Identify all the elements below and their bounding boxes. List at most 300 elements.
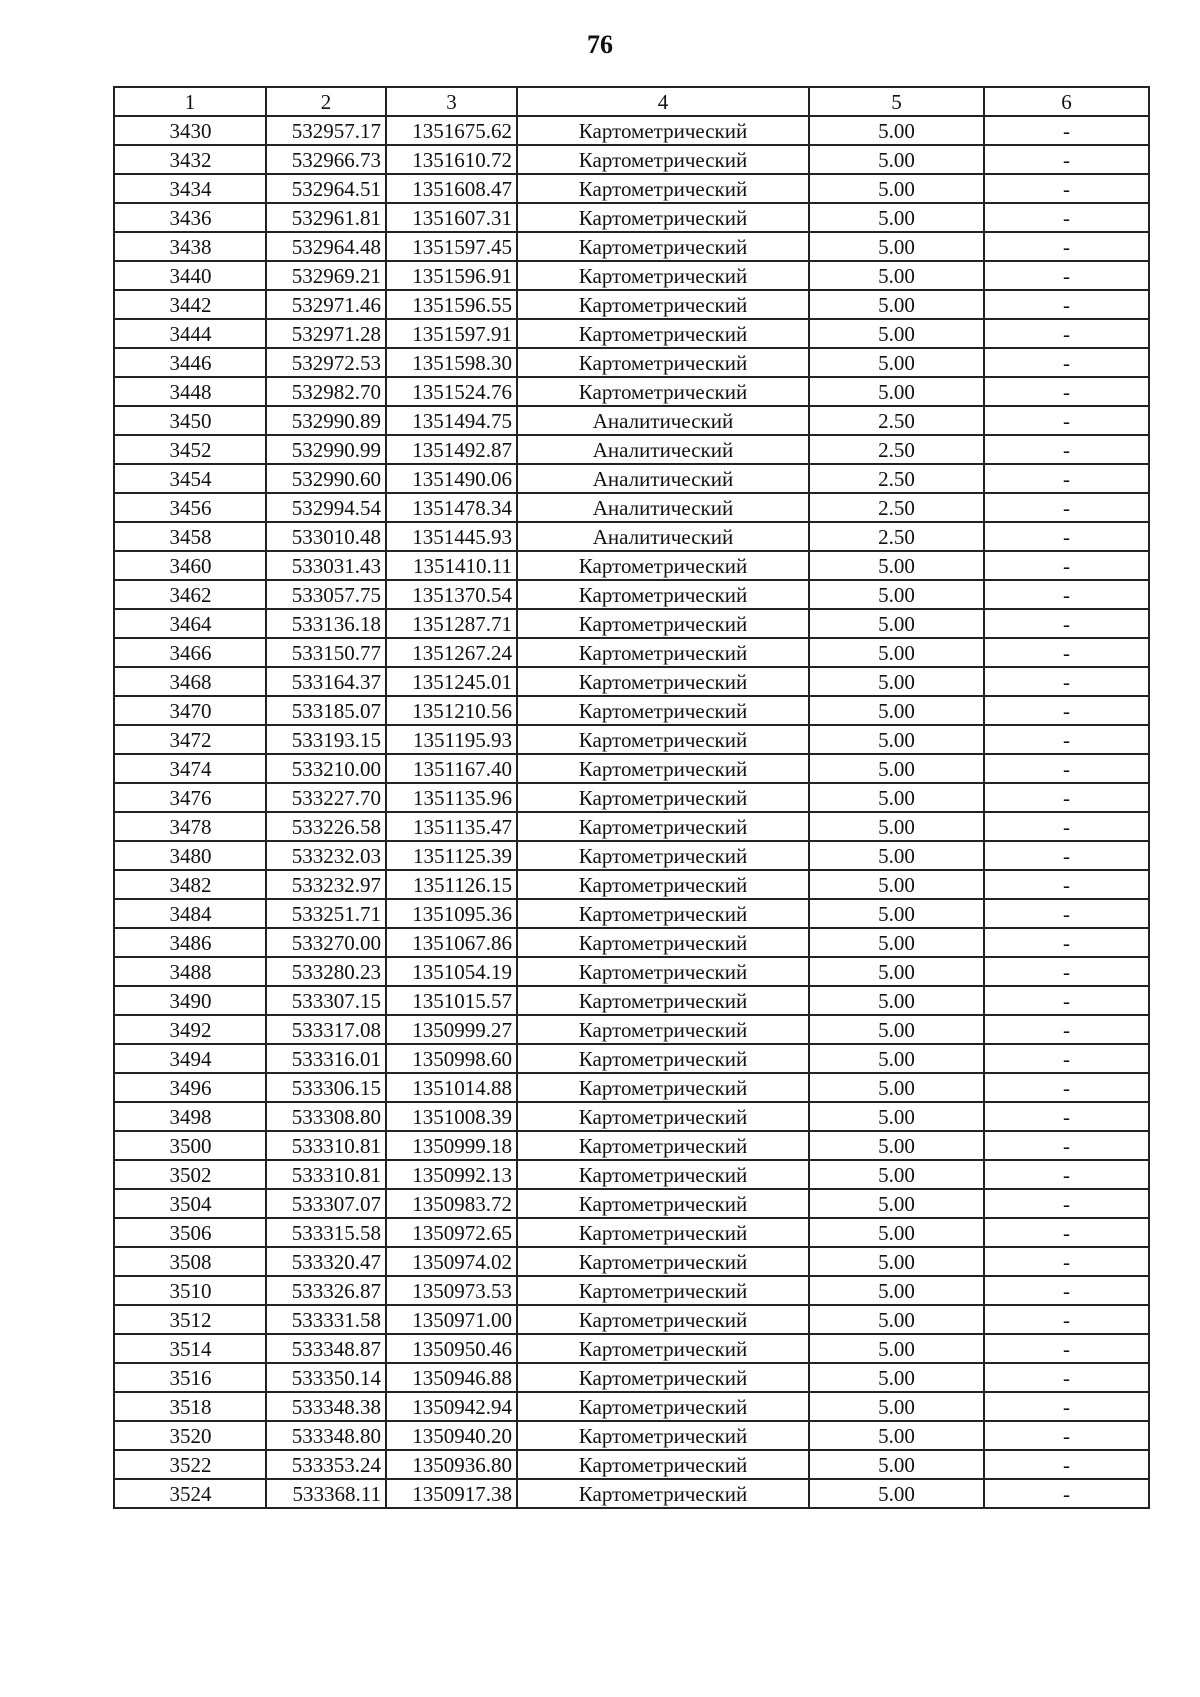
method-cell: Картометрический xyxy=(517,841,809,870)
y-coordinate-cell: 1351492.87 xyxy=(386,435,517,464)
x-coordinate-cell: 533307.15 xyxy=(266,986,386,1015)
point-number-cell: 3472 xyxy=(114,725,266,754)
y-coordinate-cell: 1351445.93 xyxy=(386,522,517,551)
y-coordinate-cell: 1351135.96 xyxy=(386,783,517,812)
point-number-cell: 3434 xyxy=(114,174,266,203)
accuracy-cell: 5.00 xyxy=(809,551,984,580)
y-coordinate-cell: 1351054.19 xyxy=(386,957,517,986)
table-row xyxy=(114,1479,1149,1508)
point-number-cell: 3478 xyxy=(114,812,266,841)
x-coordinate-cell: 532961.81 xyxy=(266,203,386,232)
note-cell: - xyxy=(984,1160,1149,1189)
x-coordinate-cell: 532971.28 xyxy=(266,319,386,348)
method-cell: Картометрический xyxy=(517,899,809,928)
x-coordinate-cell: 532969.21 xyxy=(266,261,386,290)
accuracy-cell: 5.00 xyxy=(809,377,984,406)
point-number-cell: 3484 xyxy=(114,899,266,928)
table-row xyxy=(114,638,1149,667)
y-coordinate-cell: 1351287.71 xyxy=(386,609,517,638)
y-coordinate-cell: 1351598.30 xyxy=(386,348,517,377)
note-cell: - xyxy=(984,551,1149,580)
x-coordinate-cell: 532964.51 xyxy=(266,174,386,203)
y-coordinate-cell: 1350917.38 xyxy=(386,1479,517,1508)
method-cell: Картометрический xyxy=(517,638,809,667)
y-coordinate-cell: 1351596.55 xyxy=(386,290,517,319)
accuracy-cell: 5.00 xyxy=(809,348,984,377)
x-coordinate-cell: 533350.14 xyxy=(266,1363,386,1392)
table-row xyxy=(114,319,1149,348)
y-coordinate-cell: 1350950.46 xyxy=(386,1334,517,1363)
table-row xyxy=(114,464,1149,493)
accuracy-cell: 5.00 xyxy=(809,1015,984,1044)
y-coordinate-cell: 1351596.91 xyxy=(386,261,517,290)
method-cell: Картометрический xyxy=(517,1363,809,1392)
y-coordinate-cell: 1351167.40 xyxy=(386,754,517,783)
point-number-cell: 3524 xyxy=(114,1479,266,1508)
accuracy-cell: 5.00 xyxy=(809,1276,984,1305)
table-row xyxy=(114,783,1149,812)
y-coordinate-cell: 1351067.86 xyxy=(386,928,517,957)
y-coordinate-cell: 1351597.45 xyxy=(386,232,517,261)
note-cell: - xyxy=(984,522,1149,551)
method-cell: Аналитический xyxy=(517,435,809,464)
table-row xyxy=(114,1073,1149,1102)
point-number-cell: 3446 xyxy=(114,348,266,377)
method-cell: Картометрический xyxy=(517,754,809,783)
column-header-5: 5 xyxy=(809,87,984,116)
note-cell: - xyxy=(984,261,1149,290)
method-cell: Картометрический xyxy=(517,203,809,232)
method-cell: Аналитический xyxy=(517,493,809,522)
y-coordinate-cell: 1351015.57 xyxy=(386,986,517,1015)
note-cell: - xyxy=(984,1479,1149,1508)
note-cell: - xyxy=(984,812,1149,841)
method-cell: Картометрический xyxy=(517,1189,809,1218)
method-cell: Аналитический xyxy=(517,464,809,493)
x-coordinate-cell: 533150.77 xyxy=(266,638,386,667)
x-coordinate-cell: 533310.81 xyxy=(266,1131,386,1160)
method-cell: Картометрический xyxy=(517,1218,809,1247)
accuracy-cell: 5.00 xyxy=(809,580,984,609)
table-row xyxy=(114,609,1149,638)
method-cell: Картометрический xyxy=(517,232,809,261)
table-body xyxy=(114,116,1149,1508)
method-cell: Картометрический xyxy=(517,1392,809,1421)
point-number-cell: 3496 xyxy=(114,1073,266,1102)
header-row xyxy=(114,87,1149,116)
note-cell: - xyxy=(984,783,1149,812)
note-cell: - xyxy=(984,1334,1149,1363)
note-cell: - xyxy=(984,1131,1149,1160)
x-coordinate-cell: 533136.18 xyxy=(266,609,386,638)
table-row xyxy=(114,696,1149,725)
y-coordinate-cell: 1351267.24 xyxy=(386,638,517,667)
accuracy-cell: 5.00 xyxy=(809,783,984,812)
y-coordinate-cell: 1350992.13 xyxy=(386,1160,517,1189)
point-number-cell: 3452 xyxy=(114,435,266,464)
method-cell: Картометрический xyxy=(517,1479,809,1508)
y-coordinate-cell: 1351008.39 xyxy=(386,1102,517,1131)
accuracy-cell: 2.50 xyxy=(809,522,984,551)
note-cell: - xyxy=(984,1102,1149,1131)
method-cell: Картометрический xyxy=(517,1102,809,1131)
accuracy-cell: 5.00 xyxy=(809,203,984,232)
y-coordinate-cell: 1351245.01 xyxy=(386,667,517,696)
point-number-cell: 3486 xyxy=(114,928,266,957)
method-cell: Картометрический xyxy=(517,783,809,812)
accuracy-cell: 2.50 xyxy=(809,406,984,435)
table-row xyxy=(114,145,1149,174)
table-row xyxy=(114,841,1149,870)
y-coordinate-cell: 1350999.27 xyxy=(386,1015,517,1044)
method-cell: Картометрический xyxy=(517,348,809,377)
table-row xyxy=(114,667,1149,696)
method-cell: Картометрический xyxy=(517,319,809,348)
y-coordinate-cell: 1351524.76 xyxy=(386,377,517,406)
x-coordinate-cell: 533306.15 xyxy=(266,1073,386,1102)
table-row xyxy=(114,522,1149,551)
table-row xyxy=(114,116,1149,145)
point-number-cell: 3460 xyxy=(114,551,266,580)
table-row xyxy=(114,290,1149,319)
y-coordinate-cell: 1351675.62 xyxy=(386,116,517,145)
point-number-cell: 3488 xyxy=(114,957,266,986)
point-number-cell: 3450 xyxy=(114,406,266,435)
x-coordinate-cell: 532971.46 xyxy=(266,290,386,319)
method-cell: Аналитический xyxy=(517,522,809,551)
method-cell: Картометрический xyxy=(517,609,809,638)
note-cell: - xyxy=(984,1421,1149,1450)
table-row xyxy=(114,1305,1149,1334)
note-cell: - xyxy=(984,1363,1149,1392)
y-coordinate-cell: 1351410.11 xyxy=(386,551,517,580)
note-cell: - xyxy=(984,1305,1149,1334)
accuracy-cell: 5.00 xyxy=(809,1392,984,1421)
x-coordinate-cell: 533317.08 xyxy=(266,1015,386,1044)
y-coordinate-cell: 1350983.72 xyxy=(386,1189,517,1218)
point-number-cell: 3482 xyxy=(114,870,266,899)
point-number-cell: 3492 xyxy=(114,1015,266,1044)
note-cell: - xyxy=(984,957,1149,986)
y-coordinate-cell: 1351095.36 xyxy=(386,899,517,928)
note-cell: - xyxy=(984,319,1149,348)
note-cell: - xyxy=(984,841,1149,870)
x-coordinate-cell: 532982.70 xyxy=(266,377,386,406)
accuracy-cell: 5.00 xyxy=(809,638,984,667)
table-row xyxy=(114,928,1149,957)
method-cell: Картометрический xyxy=(517,957,809,986)
note-cell: - xyxy=(984,1392,1149,1421)
accuracy-cell: 5.00 xyxy=(809,1131,984,1160)
x-coordinate-cell: 532990.60 xyxy=(266,464,386,493)
accuracy-cell: 5.00 xyxy=(809,290,984,319)
x-coordinate-cell: 533353.24 xyxy=(266,1450,386,1479)
x-coordinate-cell: 533164.37 xyxy=(266,667,386,696)
x-coordinate-cell: 533057.75 xyxy=(266,580,386,609)
table-row xyxy=(114,1044,1149,1073)
method-cell: Картометрический xyxy=(517,1247,809,1276)
y-coordinate-cell: 1351210.56 xyxy=(386,696,517,725)
column-header-4: 4 xyxy=(517,87,809,116)
point-number-cell: 3502 xyxy=(114,1160,266,1189)
table-row xyxy=(114,348,1149,377)
accuracy-cell: 5.00 xyxy=(809,928,984,957)
point-number-cell: 3464 xyxy=(114,609,266,638)
method-cell: Картометрический xyxy=(517,1305,809,1334)
table-row xyxy=(114,1131,1149,1160)
x-coordinate-cell: 533193.15 xyxy=(266,725,386,754)
note-cell: - xyxy=(984,899,1149,928)
table-row xyxy=(114,1421,1149,1450)
accuracy-cell: 5.00 xyxy=(809,899,984,928)
method-cell: Картометрический xyxy=(517,1044,809,1073)
note-cell: - xyxy=(984,986,1149,1015)
accuracy-cell: 5.00 xyxy=(809,261,984,290)
point-number-cell: 3458 xyxy=(114,522,266,551)
method-cell: Картометрический xyxy=(517,377,809,406)
method-cell: Картометрический xyxy=(517,551,809,580)
x-coordinate-cell: 533232.97 xyxy=(266,870,386,899)
note-cell: - xyxy=(984,609,1149,638)
accuracy-cell: 2.50 xyxy=(809,435,984,464)
point-number-cell: 3522 xyxy=(114,1450,266,1479)
y-coordinate-cell: 1351490.06 xyxy=(386,464,517,493)
table-row xyxy=(114,725,1149,754)
accuracy-cell: 5.00 xyxy=(809,1421,984,1450)
y-coordinate-cell: 1350940.20 xyxy=(386,1421,517,1450)
method-cell: Картометрический xyxy=(517,928,809,957)
note-cell: - xyxy=(984,928,1149,957)
note-cell: - xyxy=(984,145,1149,174)
method-cell: Картометрический xyxy=(517,870,809,899)
x-coordinate-cell: 533270.00 xyxy=(266,928,386,957)
point-number-cell: 3470 xyxy=(114,696,266,725)
accuracy-cell: 5.00 xyxy=(809,319,984,348)
note-cell: - xyxy=(984,870,1149,899)
method-cell: Картометрический xyxy=(517,1160,809,1189)
table-row xyxy=(114,551,1149,580)
x-coordinate-cell: 533226.58 xyxy=(266,812,386,841)
x-coordinate-cell: 533185.07 xyxy=(266,696,386,725)
x-coordinate-cell: 533210.00 xyxy=(266,754,386,783)
note-cell: - xyxy=(984,406,1149,435)
y-coordinate-cell: 1350998.60 xyxy=(386,1044,517,1073)
point-number-cell: 3506 xyxy=(114,1218,266,1247)
y-coordinate-cell: 1351494.75 xyxy=(386,406,517,435)
accuracy-cell: 5.00 xyxy=(809,116,984,145)
point-number-cell: 3444 xyxy=(114,319,266,348)
accuracy-cell: 5.00 xyxy=(809,1189,984,1218)
coordinates-table xyxy=(113,86,1150,1509)
table-row xyxy=(114,986,1149,1015)
x-coordinate-cell: 532964.48 xyxy=(266,232,386,261)
x-coordinate-cell: 533227.70 xyxy=(266,783,386,812)
note-cell: - xyxy=(984,203,1149,232)
table-row xyxy=(114,377,1149,406)
y-coordinate-cell: 1350946.88 xyxy=(386,1363,517,1392)
x-coordinate-cell: 533348.87 xyxy=(266,1334,386,1363)
point-number-cell: 3520 xyxy=(114,1421,266,1450)
method-cell: Картометрический xyxy=(517,1015,809,1044)
table-row xyxy=(114,174,1149,203)
note-cell: - xyxy=(984,696,1149,725)
accuracy-cell: 2.50 xyxy=(809,493,984,522)
note-cell: - xyxy=(984,493,1149,522)
point-number-cell: 3438 xyxy=(114,232,266,261)
x-coordinate-cell: 532957.17 xyxy=(266,116,386,145)
table-row xyxy=(114,1276,1149,1305)
note-cell: - xyxy=(984,667,1149,696)
y-coordinate-cell: 1351126.15 xyxy=(386,870,517,899)
x-coordinate-cell: 533232.03 xyxy=(266,841,386,870)
table-row xyxy=(114,1247,1149,1276)
table-row xyxy=(114,1102,1149,1131)
accuracy-cell: 5.00 xyxy=(809,1305,984,1334)
y-coordinate-cell: 1351610.72 xyxy=(386,145,517,174)
x-coordinate-cell: 532990.89 xyxy=(266,406,386,435)
accuracy-cell: 5.00 xyxy=(809,667,984,696)
point-number-cell: 3516 xyxy=(114,1363,266,1392)
table-row xyxy=(114,435,1149,464)
x-coordinate-cell: 533031.43 xyxy=(266,551,386,580)
y-coordinate-cell: 1350971.00 xyxy=(386,1305,517,1334)
x-coordinate-cell: 533010.48 xyxy=(266,522,386,551)
method-cell: Картометрический xyxy=(517,261,809,290)
point-number-cell: 3436 xyxy=(114,203,266,232)
accuracy-cell: 5.00 xyxy=(809,1479,984,1508)
accuracy-cell: 5.00 xyxy=(809,1247,984,1276)
method-cell: Картометрический xyxy=(517,1450,809,1479)
table-row xyxy=(114,754,1149,783)
y-coordinate-cell: 1350974.02 xyxy=(386,1247,517,1276)
x-coordinate-cell: 533310.81 xyxy=(266,1160,386,1189)
column-header-6: 6 xyxy=(984,87,1149,116)
table-row xyxy=(114,1189,1149,1218)
x-coordinate-cell: 533280.23 xyxy=(266,957,386,986)
table-row xyxy=(114,1015,1149,1044)
accuracy-cell: 5.00 xyxy=(809,986,984,1015)
table-row xyxy=(114,406,1149,435)
point-number-cell: 3474 xyxy=(114,754,266,783)
x-coordinate-cell: 533348.80 xyxy=(266,1421,386,1450)
method-cell: Картометрический xyxy=(517,290,809,319)
x-coordinate-cell: 533308.80 xyxy=(266,1102,386,1131)
note-cell: - xyxy=(984,638,1149,667)
point-number-cell: 3514 xyxy=(114,1334,266,1363)
note-cell: - xyxy=(984,1015,1149,1044)
table-row xyxy=(114,261,1149,290)
accuracy-cell: 5.00 xyxy=(809,1160,984,1189)
table-row xyxy=(114,899,1149,928)
point-number-cell: 3462 xyxy=(114,580,266,609)
method-cell: Картометрический xyxy=(517,1334,809,1363)
point-number-cell: 3490 xyxy=(114,986,266,1015)
x-coordinate-cell: 533320.47 xyxy=(266,1247,386,1276)
method-cell: Картометрический xyxy=(517,145,809,174)
method-cell: Картометрический xyxy=(517,1421,809,1450)
method-cell: Картометрический xyxy=(517,116,809,145)
table-row xyxy=(114,812,1149,841)
x-coordinate-cell: 532994.54 xyxy=(266,493,386,522)
accuracy-cell: 5.00 xyxy=(809,1363,984,1392)
method-cell: Картометрический xyxy=(517,580,809,609)
accuracy-cell: 5.00 xyxy=(809,1218,984,1247)
table-row xyxy=(114,957,1149,986)
x-coordinate-cell: 533316.01 xyxy=(266,1044,386,1073)
point-number-cell: 3508 xyxy=(114,1247,266,1276)
note-cell: - xyxy=(984,348,1149,377)
table-row xyxy=(114,1363,1149,1392)
method-cell: Картометрический xyxy=(517,986,809,1015)
y-coordinate-cell: 1351607.31 xyxy=(386,203,517,232)
note-cell: - xyxy=(984,1450,1149,1479)
column-header-3: 3 xyxy=(386,87,517,116)
y-coordinate-cell: 1350972.65 xyxy=(386,1218,517,1247)
point-number-cell: 3494 xyxy=(114,1044,266,1073)
y-coordinate-cell: 1350973.53 xyxy=(386,1276,517,1305)
y-coordinate-cell: 1351014.88 xyxy=(386,1073,517,1102)
point-number-cell: 3454 xyxy=(114,464,266,493)
accuracy-cell: 5.00 xyxy=(809,754,984,783)
page-number: 76 xyxy=(587,30,613,59)
note-cell: - xyxy=(984,725,1149,754)
y-coordinate-cell: 1351608.47 xyxy=(386,174,517,203)
accuracy-cell: 5.00 xyxy=(809,232,984,261)
y-coordinate-cell: 1350999.18 xyxy=(386,1131,517,1160)
y-coordinate-cell: 1351597.91 xyxy=(386,319,517,348)
y-coordinate-cell: 1351135.47 xyxy=(386,812,517,841)
table-header xyxy=(114,87,1149,116)
accuracy-cell: 5.00 xyxy=(809,812,984,841)
y-coordinate-cell: 1351195.93 xyxy=(386,725,517,754)
x-coordinate-cell: 533326.87 xyxy=(266,1276,386,1305)
method-cell: Картометрический xyxy=(517,1131,809,1160)
x-coordinate-cell: 533331.58 xyxy=(266,1305,386,1334)
note-cell: - xyxy=(984,1218,1149,1247)
x-coordinate-cell: 532972.53 xyxy=(266,348,386,377)
note-cell: - xyxy=(984,464,1149,493)
point-number-cell: 3468 xyxy=(114,667,266,696)
y-coordinate-cell: 1350942.94 xyxy=(386,1392,517,1421)
y-coordinate-cell: 1351370.54 xyxy=(386,580,517,609)
point-number-cell: 3504 xyxy=(114,1189,266,1218)
method-cell: Аналитический xyxy=(517,406,809,435)
note-cell: - xyxy=(984,174,1149,203)
y-coordinate-cell: 1350936.80 xyxy=(386,1450,517,1479)
point-number-cell: 3500 xyxy=(114,1131,266,1160)
accuracy-cell: 5.00 xyxy=(809,870,984,899)
method-cell: Картометрический xyxy=(517,725,809,754)
point-number-cell: 3512 xyxy=(114,1305,266,1334)
note-cell: - xyxy=(984,1276,1149,1305)
note-cell: - xyxy=(984,1073,1149,1102)
table-row xyxy=(114,232,1149,261)
accuracy-cell: 5.00 xyxy=(809,1102,984,1131)
accuracy-cell: 5.00 xyxy=(809,696,984,725)
table-row xyxy=(114,580,1149,609)
method-cell: Картометрический xyxy=(517,696,809,725)
note-cell: - xyxy=(984,377,1149,406)
note-cell: - xyxy=(984,580,1149,609)
table-row xyxy=(114,870,1149,899)
point-number-cell: 3480 xyxy=(114,841,266,870)
table-row xyxy=(114,1160,1149,1189)
point-number-cell: 3432 xyxy=(114,145,266,174)
accuracy-cell: 5.00 xyxy=(809,841,984,870)
x-coordinate-cell: 533315.58 xyxy=(266,1218,386,1247)
point-number-cell: 3510 xyxy=(114,1276,266,1305)
accuracy-cell: 5.00 xyxy=(809,145,984,174)
